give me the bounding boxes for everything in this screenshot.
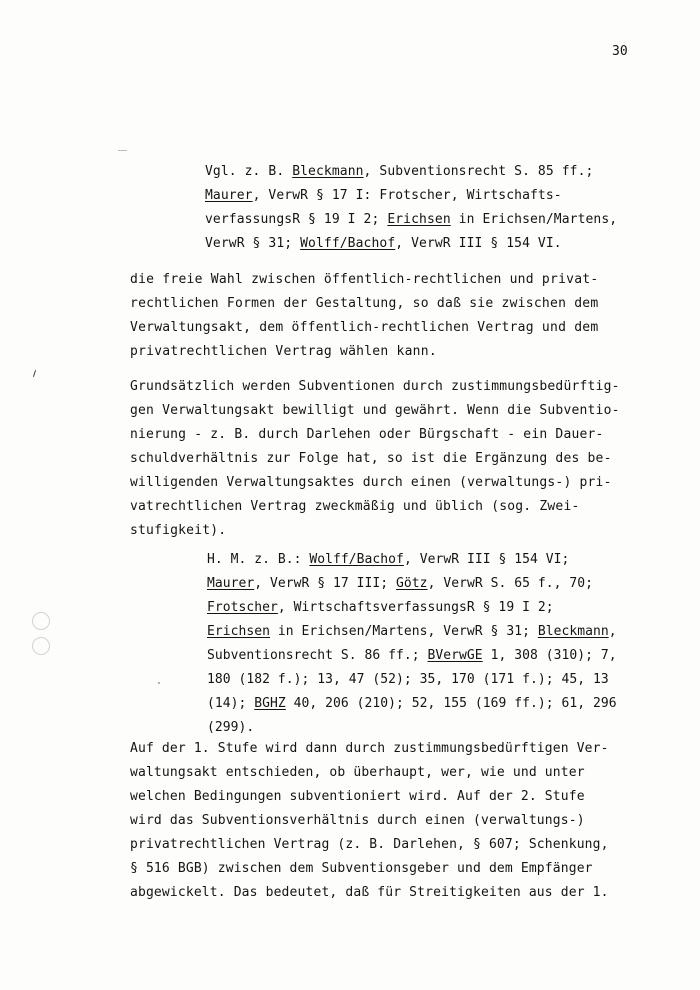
text-line: wird das Subventionsverhältnis durch einen (verwaltungs-) [130, 813, 585, 828]
text-line [207, 692, 617, 716]
text-segment: (299). [207, 720, 255, 735]
text-line [207, 596, 617, 620]
underlined-author-reference: BGHZ [254, 696, 286, 711]
text-segment: Subventionsrecht S. 86 ff.; [207, 648, 428, 663]
text-line: § 516 BGB) zwischen dem Subventionsgeber und dem Empfänger [130, 861, 593, 876]
text-line: waltungsakt entschieden, ob überhaupt, wer, wie und unter [130, 765, 585, 780]
text-line: Grundsätzlich werden Subventionen durch zustimmungsbedürftig- [130, 379, 620, 394]
text-line: Verwaltungsakt, dem öffentlich-rechtlichen Vertrag und dem [130, 320, 599, 335]
underlined-author-reference: Wolff/Bachof [300, 236, 396, 251]
text-line: Auf der 1. Stufe wird dann durch zustimmungsbedürftigen Ver- [130, 741, 609, 756]
underlined-author-reference: Frotscher [207, 600, 278, 615]
text-line: gen Verwaltungsakt bewilligt und gewährt. Wenn die Subventio- [130, 403, 620, 418]
text-line [205, 184, 617, 208]
page-number: 30 [612, 44, 628, 59]
text-segment: Vgl. z. B. [205, 164, 293, 179]
text-line: stufigkeit). [130, 523, 227, 538]
text-line: welchen Bedingungen subventioniert wird. Auf der 2. Stufe [130, 789, 585, 804]
text-segment: 1, 308 (310); 7, [482, 648, 617, 663]
text-segment: , VerwR III § 154 VI; [403, 552, 570, 567]
text-segment: , WirtschaftsverfassungsR § 19 I 2; [277, 600, 554, 615]
text-line: die freie Wahl zwischen öffentlich-rechtlichen und privat- [130, 272, 599, 287]
body-paragraph-3 [130, 737, 609, 905]
text-segment: , VerwR § 17 III; [254, 576, 397, 591]
text-line [207, 548, 617, 572]
underlined-author-reference: Maurer [207, 576, 255, 591]
text-line: willigenden Verwaltungsaktes durch einen (verwaltungs-) pri- [130, 475, 612, 490]
text-line [205, 232, 617, 256]
text-line: privatrechtlichen Vertrag (z. B. Darlehen, § 607; Schenkung, [130, 837, 609, 852]
text-line [205, 160, 617, 184]
scan-tick-mark [33, 370, 36, 377]
text-line [207, 644, 617, 668]
text-line: rechtlichen Formen der Gestaltung, so daß sie zwischen dem [130, 296, 599, 311]
text-line: vatrechtlichen Vertrag zweckmäßig und üblich (sog. Zwei- [130, 499, 580, 514]
body-paragraph-1 [130, 268, 598, 364]
text-line [207, 572, 617, 596]
punch-hole-icon [32, 612, 50, 630]
underlined-author-reference: Maurer [205, 188, 253, 203]
text-segment: VerwR § 31; [205, 236, 301, 251]
scan-dot-mark [158, 682, 160, 684]
underlined-author-reference: Bleckmann [537, 624, 609, 639]
text-segment: , VerwR S. 65 f., 70; [427, 576, 593, 591]
punch-hole-icon [32, 637, 50, 655]
text-segment: 180 (182 f.); 13, 47 (52); 35, 170 (171 f.); 45, 13 [207, 672, 609, 687]
text-line [205, 208, 617, 232]
text-segment: , VerwR § 17 I: Frotscher, Wirtschafts- [252, 188, 562, 203]
underlined-author-reference: Bleckmann [292, 164, 364, 179]
text-line: schuldverhältnis zur Folge hat, so ist die Ergänzung des be- [130, 451, 612, 466]
scan-dash-mark [118, 150, 127, 151]
text-segment: in Erichsen/Martens, [450, 212, 618, 227]
text-segment: in Erichsen/Martens, VerwR § 31; [270, 624, 538, 639]
underlined-author-reference: Erichsen [207, 624, 271, 639]
text-segment: (14); [207, 696, 255, 711]
text-line: abgewickelt. Das bedeutet, daß für Streitigkeiten aus der 1. [130, 885, 609, 900]
text-segment: , VerwR III § 154 VI. [395, 236, 562, 251]
underlined-author-reference: BVerwGE [427, 648, 483, 663]
body-paragraph-2 [130, 375, 620, 543]
underlined-author-reference: Götz [396, 576, 428, 591]
text-line [207, 668, 617, 692]
text-segment: H. M. z. B.: [207, 552, 310, 567]
underlined-author-reference: Erichsen [387, 212, 451, 227]
footnote-citation-2 [207, 548, 617, 740]
text-line: nierung - z. B. durch Darlehen oder Bürgschaft - ein Dauer- [130, 427, 604, 442]
text-line [207, 620, 617, 644]
text-segment: , Subventionsrecht S. 85 ff.; [363, 164, 594, 179]
text-segment: verfassungsR § 19 I 2; [205, 212, 388, 227]
text-segment: 40, 206 (210); 52, 155 (169 ff.); 61, 296 [285, 696, 617, 711]
text-line: privatrechtlichen Vertrag wählen kann. [130, 344, 437, 359]
text-segment: , [608, 624, 617, 639]
footnote-citation-1 [205, 160, 617, 256]
underlined-author-reference: Wolff/Bachof [309, 552, 404, 567]
